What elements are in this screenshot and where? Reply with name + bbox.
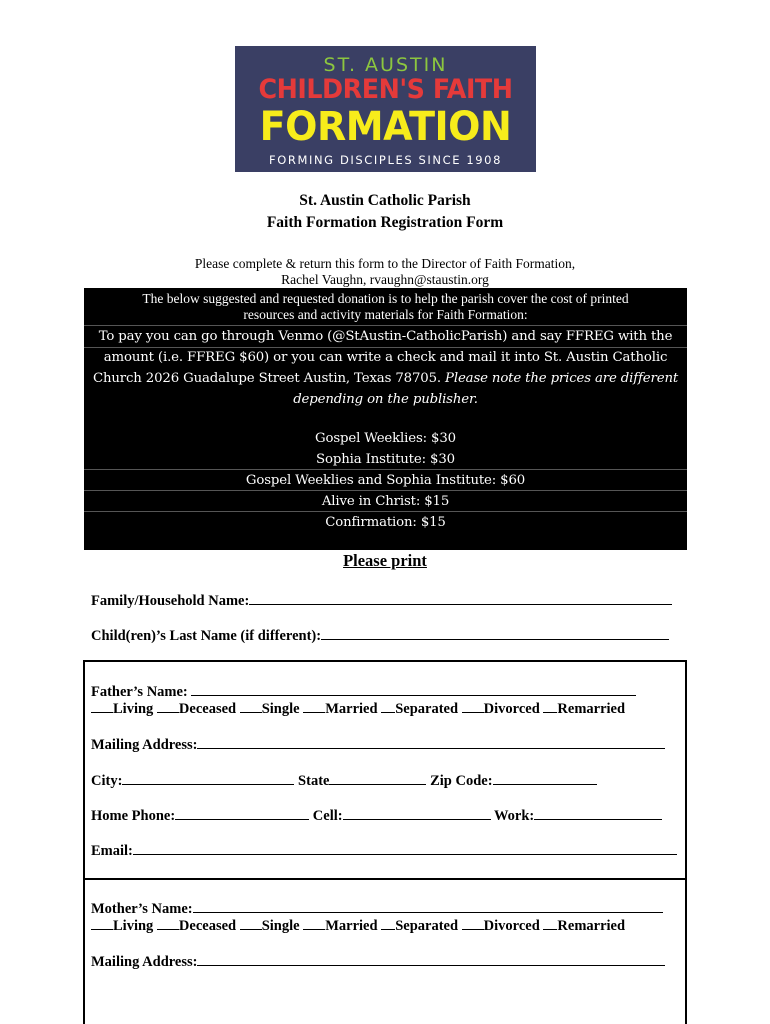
family-name-field[interactable] bbox=[249, 591, 672, 605]
city-field[interactable] bbox=[122, 771, 294, 785]
status-checkbox[interactable] bbox=[240, 916, 262, 930]
logo-line-2: CHILDREN'S FAITH bbox=[258, 74, 513, 105]
mother-name-label: Mother’s Name: bbox=[91, 901, 193, 917]
zip-field[interactable] bbox=[493, 771, 597, 785]
form-title: Faith Formation Registration Form bbox=[266, 214, 504, 231]
status-checkbox[interactable] bbox=[543, 699, 557, 713]
family-name-label: Family/Household Name: bbox=[91, 593, 250, 609]
intro-line-2: Rachel Vaughn, rvaughn@staustin.org bbox=[281, 272, 489, 287]
state-field[interactable] bbox=[329, 771, 426, 785]
mailing-label: Mailing Address: bbox=[91, 737, 198, 753]
price-item: Alive in Christ: $15 bbox=[321, 494, 450, 509]
status-checkbox[interactable] bbox=[381, 916, 395, 930]
home-phone-label: Home Phone: bbox=[91, 808, 176, 824]
please-print-heading: Please print bbox=[343, 551, 427, 570]
father-status-row bbox=[91, 699, 625, 718]
status-divorced: Divorced bbox=[483, 918, 540, 934]
mother-mailing-row bbox=[91, 952, 665, 971]
payment-note-end: depending on the publisher. bbox=[293, 392, 478, 407]
mother-status-row bbox=[91, 916, 625, 935]
status-living: Living bbox=[113, 918, 154, 934]
children-name-field[interactable] bbox=[321, 626, 669, 640]
donation-line-1: The below suggested and requested donation is to help the parish cover the cost of printed bbox=[142, 291, 629, 306]
status-divorced: Divorced bbox=[483, 701, 540, 717]
logo-line-3: FORMATION bbox=[259, 104, 512, 150]
logo-tagline: FORMING DISCIPLES SINCE 1908 bbox=[269, 153, 502, 167]
cell-field[interactable] bbox=[343, 806, 491, 820]
city-label: City: bbox=[91, 773, 123, 789]
home-phone-field[interactable] bbox=[175, 806, 309, 820]
status-checkbox[interactable] bbox=[157, 699, 179, 713]
father-mailing-row bbox=[91, 735, 665, 754]
state-label: State bbox=[298, 773, 330, 789]
status-checkbox[interactable] bbox=[381, 699, 395, 713]
status-remarried: Remarried bbox=[557, 918, 626, 934]
status-checkbox[interactable] bbox=[240, 699, 262, 713]
status-checkbox[interactable] bbox=[157, 916, 179, 930]
price-item: Gospel Weeklies: $30 bbox=[315, 431, 456, 446]
email-field[interactable] bbox=[133, 841, 677, 855]
email-label: Email: bbox=[91, 843, 133, 859]
payment-line-3 bbox=[84, 368, 687, 389]
status-separated: Separated bbox=[395, 918, 459, 934]
mailing-label: Mailing Address: bbox=[91, 954, 198, 970]
work-label: Work: bbox=[493, 808, 535, 824]
payment-line-2: amount (i.e. FFREG $60) or you can write a check and mail it into St. Austin Catholic bbox=[103, 350, 668, 365]
donation-line-2: resources and activity materials for Faith Formation: bbox=[243, 307, 528, 322]
status-married: Married bbox=[325, 918, 378, 934]
payment-line-3-text: Church 2026 Guadalupe Street Austin, Texas 78705. bbox=[92, 371, 441, 386]
family-name-row bbox=[91, 591, 672, 610]
price-item: Sophia Institute: $30 bbox=[316, 452, 455, 467]
donation-box bbox=[84, 288, 687, 550]
parish-title: St. Austin Catholic Parish bbox=[299, 192, 471, 209]
payment-note: Please note the prices are different bbox=[445, 371, 679, 386]
logo-line-1: ST. AUSTIN bbox=[323, 54, 448, 76]
father-phone-row bbox=[91, 806, 662, 825]
children-name-label: Child(ren)’s Last Name (if different): bbox=[91, 628, 322, 644]
status-deceased: Deceased bbox=[178, 918, 237, 934]
status-remarried: Remarried bbox=[557, 701, 626, 717]
status-married: Married bbox=[325, 701, 378, 717]
status-living: Living bbox=[113, 701, 154, 717]
logo bbox=[235, 46, 536, 172]
status-checkbox[interactable] bbox=[462, 699, 484, 713]
payment-line-1: To pay you can go through Venmo (@StAustin-CatholicParish) and say FFREG with the bbox=[98, 329, 673, 344]
status-separated: Separated bbox=[395, 701, 459, 717]
status-deceased: Deceased bbox=[178, 701, 237, 717]
cell-label: Cell: bbox=[312, 808, 343, 824]
zip-label: Zip Code: bbox=[430, 773, 493, 789]
status-single: Single bbox=[261, 701, 300, 717]
status-checkbox[interactable] bbox=[303, 699, 325, 713]
payment-note-2 bbox=[84, 389, 687, 410]
status-checkbox[interactable] bbox=[303, 916, 325, 930]
price-item: Confirmation: $15 bbox=[325, 515, 446, 530]
mother-name-field[interactable] bbox=[193, 899, 663, 913]
status-checkbox[interactable] bbox=[462, 916, 484, 930]
children-name-row bbox=[91, 626, 669, 645]
father-city-row bbox=[91, 771, 597, 790]
status-checkbox[interactable] bbox=[91, 699, 113, 713]
status-single: Single bbox=[261, 918, 300, 934]
status-checkbox[interactable] bbox=[91, 916, 113, 930]
father-name-label: Father’s Name: bbox=[91, 684, 188, 700]
mailing-address-field[interactable] bbox=[197, 735, 665, 749]
price-item: Gospel Weeklies and Sophia Institute: $60 bbox=[245, 473, 526, 488]
father-email-row bbox=[91, 841, 677, 860]
work-field[interactable] bbox=[534, 806, 662, 820]
mailing-address-field[interactable] bbox=[197, 952, 665, 966]
intro-line-1: Please complete & return this form to the Director of Faith Formation, bbox=[194, 256, 576, 271]
father-name-field[interactable] bbox=[191, 682, 636, 696]
status-checkbox[interactable] bbox=[543, 916, 557, 930]
